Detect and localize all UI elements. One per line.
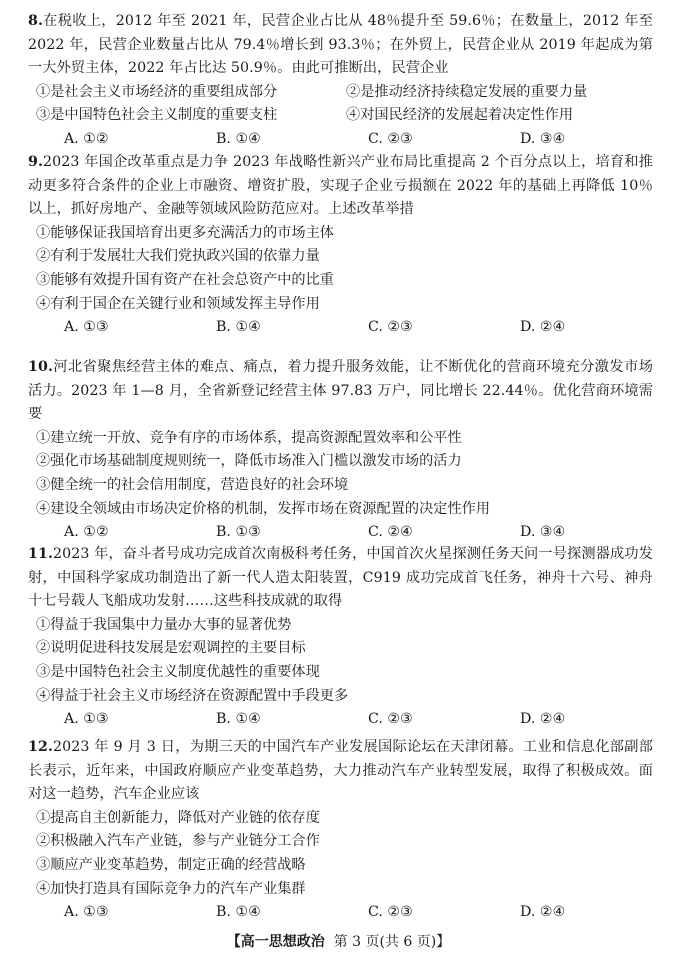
statement-4: ④加快打造具有国际竞争力的汽车产业集群	[36, 880, 306, 897]
statement-4: ④得益于社会主义市场经济在资源配置中手段更多	[36, 687, 349, 704]
question-stem	[28, 736, 653, 807]
statement-1: ①是社会主义市场经济的重要组成部分	[36, 83, 278, 100]
question-number: 8.	[28, 13, 44, 29]
statement-3: ③顺应产业变革趋势，制定正确的经营战略	[36, 856, 306, 873]
statement-list	[28, 427, 653, 521]
option-c[interactable]: C. ②③	[368, 904, 413, 921]
option-d[interactable]: D. ③④	[520, 130, 566, 147]
statement-list	[28, 807, 653, 901]
option-c[interactable]: C. ②③	[368, 319, 413, 336]
statement-2: ②强化市场基础制度规则统一，降低市场准入门槛以激发市场的活力	[36, 453, 462, 470]
statement-2: ②说明促进科技发展是宏观调控的主要目标	[36, 640, 306, 657]
answer-options	[28, 316, 653, 340]
statement-list	[28, 81, 653, 128]
statement-1: ①建立统一开放、竞争有序的市场体系，提高资源配置效率和公平性	[36, 429, 462, 446]
option-d[interactable]: D. ②④	[520, 711, 566, 728]
statement-1: ①能够保证我国培育出更多充满活力的市场主体	[36, 224, 334, 241]
footer-page-info: 第 3 页(共 6 页)】	[333, 934, 451, 950]
option-b[interactable]: B. ①④	[216, 904, 261, 921]
question-9	[28, 151, 653, 340]
statement-list	[28, 614, 653, 708]
question-stem	[28, 151, 653, 222]
option-b[interactable]: B. ①③	[216, 524, 261, 541]
question-stem	[28, 543, 653, 614]
option-c[interactable]: C. ②③	[368, 711, 413, 728]
option-a[interactable]: A. ①③	[64, 904, 109, 921]
question-11	[28, 543, 653, 732]
statement-4: ④建设全领域由市场决定价格的机制，发挥市场在资源配置的决定性作用	[36, 500, 491, 517]
question-number: 9.	[28, 154, 44, 170]
option-d[interactable]: D. ③④	[520, 524, 566, 541]
question-text: 河北省聚焦经营主体的难点、痛点，着力提升服务效能，让不断优化的营商环境充分激发市场活力。2023 年 1—8 月，全省新登记经营主体 97.83 万户，同比增长 22.44％。优化营商环境需要	[28, 359, 653, 423]
option-b[interactable]: B. ①④	[216, 711, 261, 728]
statement-1: ①提高自主创新能力，降低对产业链的依存度	[36, 809, 320, 826]
answer-options	[28, 708, 653, 732]
statement-2: ②是推动经济持续稳定发展的重要力量	[346, 83, 588, 100]
answer-options	[28, 521, 653, 545]
statement-4: ④对国民经济的发展起着决定性作用	[346, 107, 574, 124]
statement-3: ③健全统一的社会信用制度，营造良好的社会环境	[36, 476, 349, 493]
statement-2: ②积极融入汽车产业链，参与产业链分工合作	[36, 833, 320, 850]
option-a[interactable]: A. ①②	[64, 130, 109, 147]
question-number: 11.	[28, 546, 53, 562]
question-10	[28, 356, 653, 545]
statement-4: ④有利于国企在关键行业和领域发挥主导作用	[36, 295, 320, 312]
question-12	[28, 736, 653, 925]
option-a[interactable]: A. ①②	[64, 524, 109, 541]
answer-options	[28, 128, 653, 152]
statement-3: ③是中国特色社会主义制度的重要支柱	[36, 107, 278, 124]
question-number: 12.	[28, 739, 53, 755]
statement-3: ③能够有效提升国有资产在社会总资产中的比重	[36, 271, 334, 288]
question-text: 2023 年 9 月 3 日，为期三天的中国汽车产业发展国际论坛在天津闭幕。工业和信息化部副部长表示，近年来，中国政府顺应产业变革趋势，大力推动汽车产业转型发展，取得了积极成效。面对这一趋势，汽车企业应该	[28, 739, 653, 803]
question-text: 2023 年国企改革重点是力争 2023 年战略性新兴产业布局比重提高 2 个百分点以上，培育和推动更多符合条件的企业上市融资、增资扩股，实现子企业亏损额在 2022 年的基础上再降低 10％以上，抓好房地产、金融等领域风险防范应对。上述改革举措	[28, 154, 653, 218]
answer-options	[28, 901, 653, 925]
option-b[interactable]: B. ①④	[216, 319, 261, 336]
statement-3: ③是中国特色社会主义制度优越性的重要体现	[36, 663, 320, 680]
footer-subject: 【高一思想政治	[226, 934, 325, 950]
statement-1: ①得益于我国集中力量办大事的显著优势	[36, 616, 292, 633]
option-b[interactable]: B. ①④	[216, 130, 261, 147]
option-d[interactable]: D. ②④	[520, 319, 566, 336]
page-footer	[0, 932, 677, 952]
option-c[interactable]: C. ②④	[368, 524, 413, 541]
question-8	[28, 10, 653, 152]
statement-list	[28, 222, 653, 316]
option-c[interactable]: C. ②③	[368, 130, 413, 147]
option-a[interactable]: A. ①③	[64, 319, 109, 336]
question-number: 10.	[28, 359, 53, 375]
option-d[interactable]: D. ②④	[520, 904, 566, 921]
option-a[interactable]: A. ①③	[64, 711, 109, 728]
question-text: 在税收上，2012 年至 2021 年，民营企业占比从 48％提升至 59.6％；在数量上，2012 年至 2022 年，民营企业数量占比从 79.4％增长到 93.3％；在外贸上，民营企业从 2019 年起成为第一大外贸主体，2022 年占比达 50.9％。由此可推断出，民营企业	[28, 13, 653, 77]
question-stem	[28, 356, 653, 427]
question-text: 2023 年，奋斗者号成功完成首次南极科考任务，中国首次火星探测任务天问一号探测器成功发射，中国科学家成功制造出了新一代人造太阳装置，C919 成功完成首飞任务，神舟十六号、神舟十七号载人飞船成功发射……这些科技成就的取得	[28, 546, 653, 610]
statement-2: ②有利于发展壮大我们党执政兴国的依靠力量	[36, 248, 320, 265]
question-stem	[28, 10, 653, 81]
